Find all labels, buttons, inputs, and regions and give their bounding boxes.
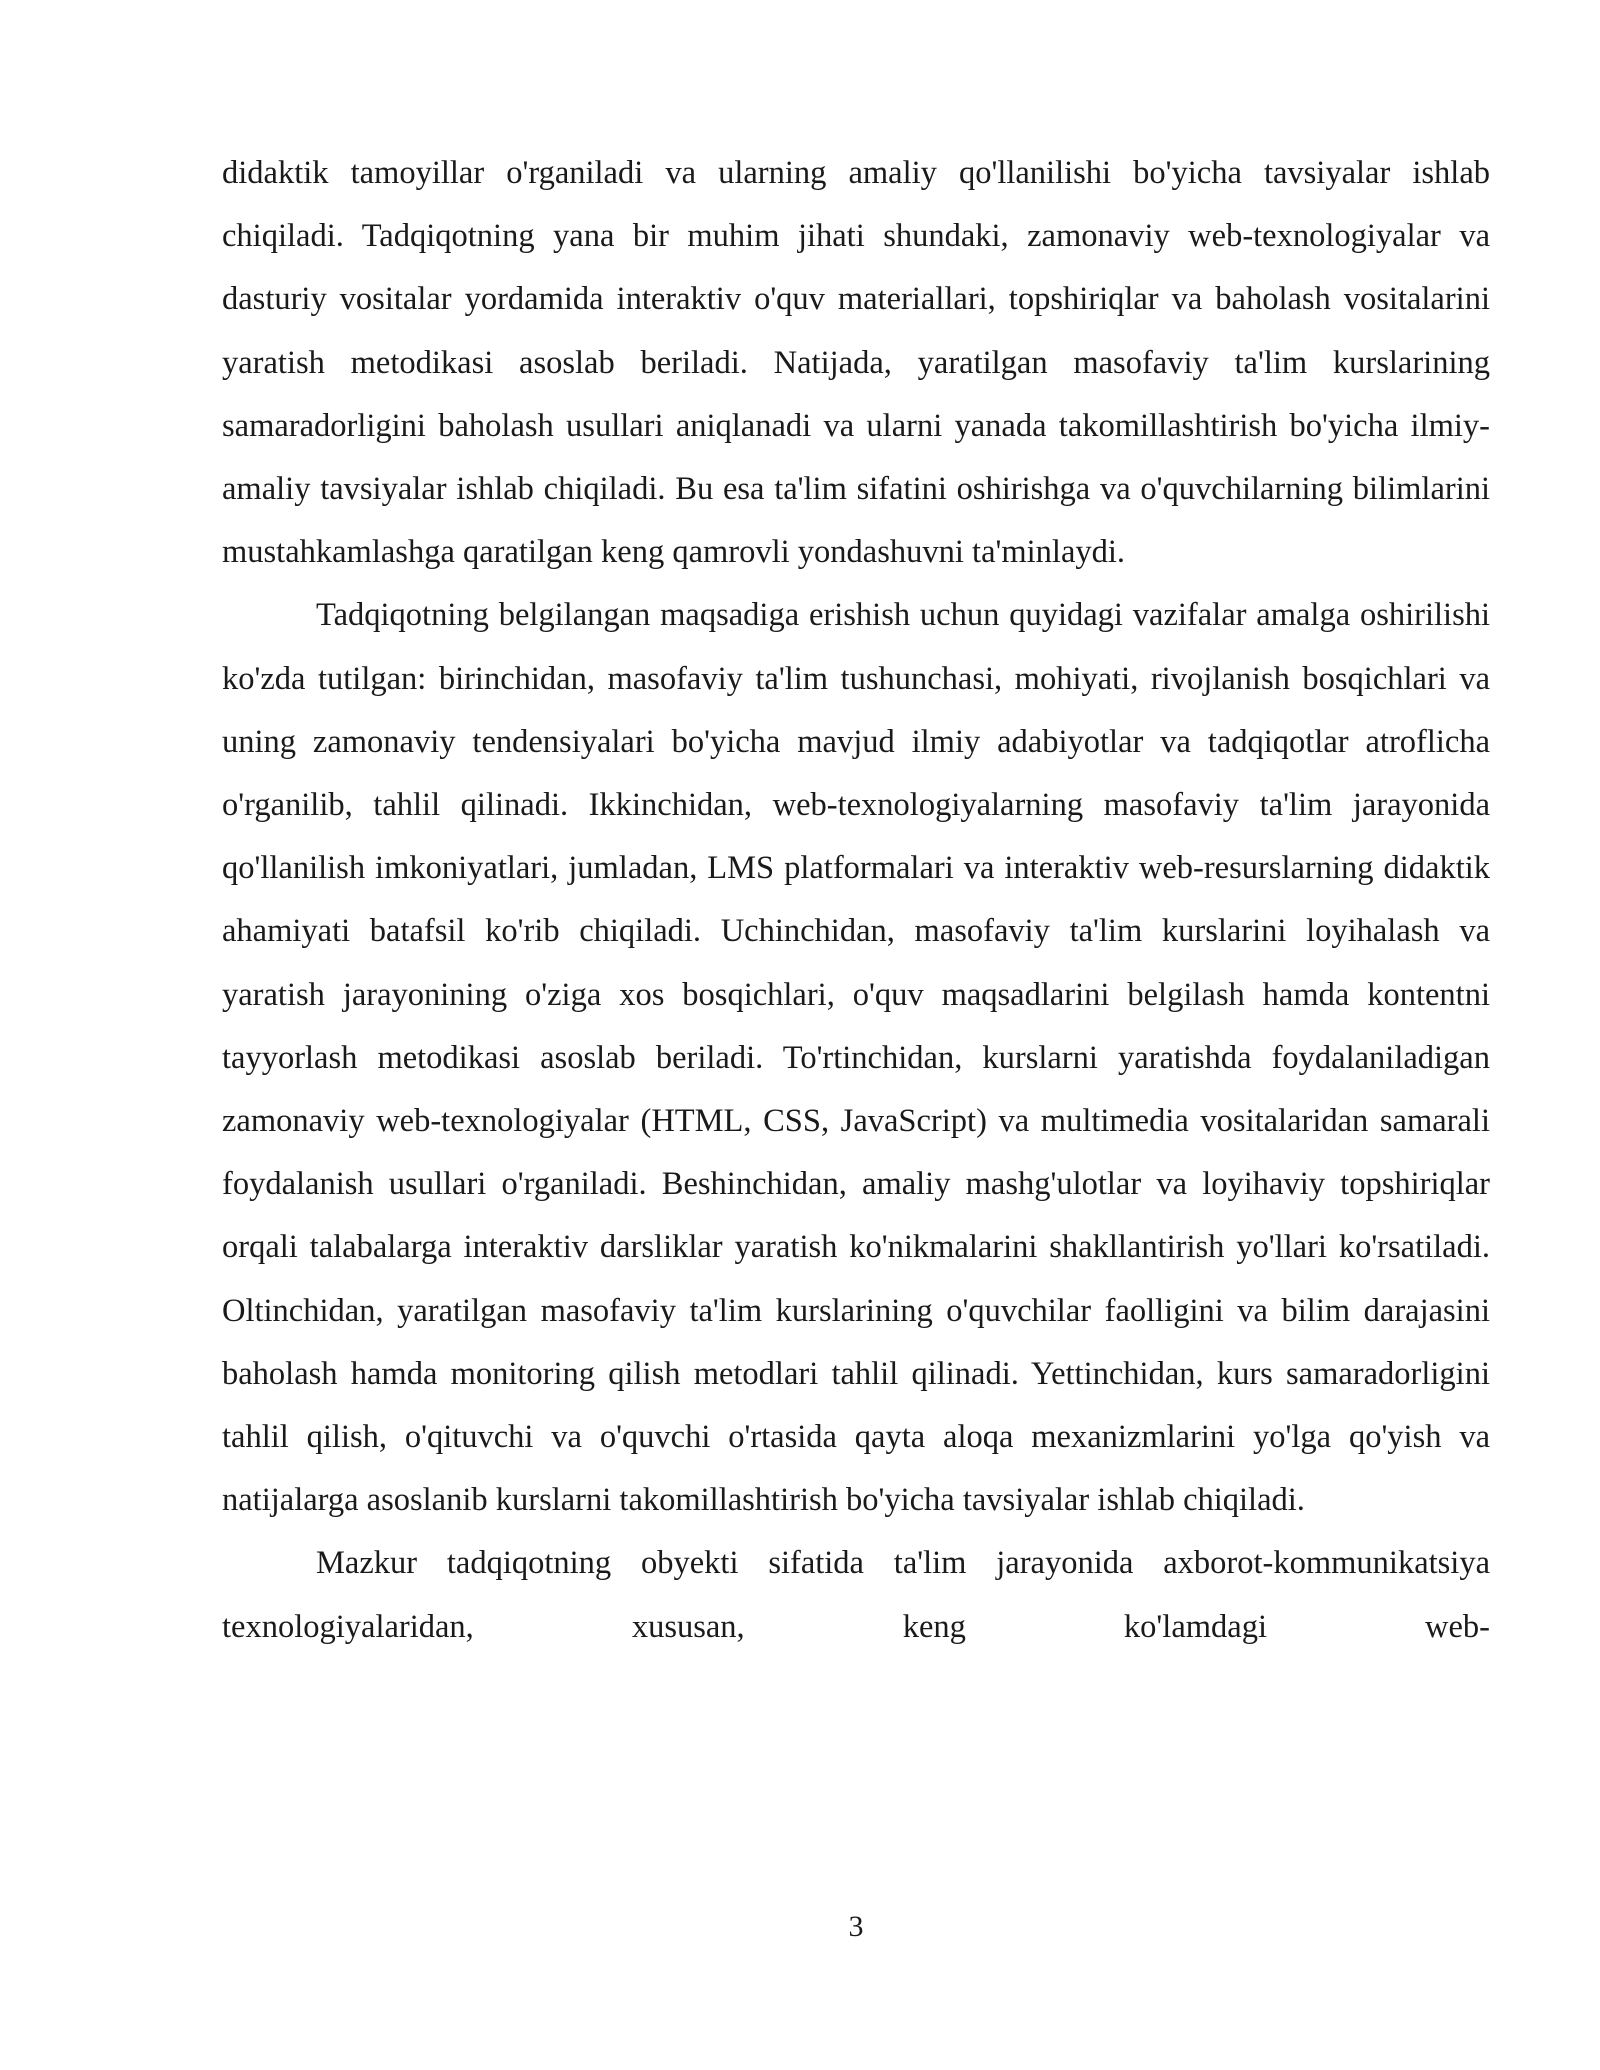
- paragraph-3: Mazkur tadqiqotning obyekti sifatida ta'lim jarayonida axborot-kommunikatsiya texnologiyalaridan, xususan, keng ko'lamdagi web-: [222, 1545, 1490, 1645]
- paragraph-2: Tadqiqotning belgilangan maqsadiga erishish uchun quyidagi vazifalar amalga oshirilishi ko'zda tutilgan: birinchidan, masofaviy ta'lim tushunchasi, mohiyati, rivojlanish bosqichlari va uning zamonaviy tendensiyalari bo'yicha mavjud ilmiy adabiyotlar va tadqiqotlar atroflicha o'rganilib, tahlil qilinadi. Ikkinchidan, web-texnologiyalarning masofaviy ta'lim jarayonida qo'llanilish imkoniyatlari, jumladan, LMS platformalari va interaktiv web-resurslarning didaktik ahamiyati batafsil ko'rib chiqiladi. Uchinchidan, masofaviy ta'lim kurslarini loyihalash va yaratish jarayonining o'ziga xos bosqichlari, o'quv maqsadlarini belgilash hamda kontentni tayyorlash metodikasi asoslab beriladi. To'rtinchidan, kurslarni yaratishda foydalaniladigan zamonaviy web-texnologiyalar (HTML, CSS, JavaScript) va multimedia vositalaridan samarali foydalanish usullari o'rganiladi. Beshinchidan, amaliy mashg'ulotlar va loyihaviy topshiriqlar orqali talabalarga interaktiv darsliklar yaratish ko'nikmalarini shakllantirish yo'llari ko'rsatiladi. Oltinchidan, yaratilgan masofaviy ta'lim kurslarining o'quvchilar faolligini va bilim darajasini baholash hamda monitoring qilish metodlari tahlil qilinadi. Yettinchidan, kurs samaradorligini tahlil qilish, o'qituvchi va o'quvchi o'rtasida qayta aloqa mexanizmlarini yo'lga qo'yish va natijalarga asoslanib kurslarni takomillashtirish bo'yicha tavsiyalar ishlab chiqiladi.: [222, 597, 1490, 1519]
- paragraph-1: didaktik tamoyillar o'rganiladi va ularning amaliy qo'llanilishi bo'yicha tavsiyalar ishlab chiqiladi. Tadqiqotning yana bir muhim jihati shundaki, zamonaviy web-texnologiyalar va dasturiy vositalar yordamida interaktiv o'quv materiallari, topshiriqlar va baholash vositalarini yaratish metodikasi asoslab beriladi. Natijada, yaratilgan masofaviy ta'lim kurslarining samaradorligini baholash usullari aniqlanadi va ularni yanada takomillashtirish bo'yicha ilmiy-amaliy tavsiyalar ishlab chiqiladi. Bu esa ta'lim sifatini oshirishga va o'quvchilarning bilimlarini mustahkamlashga qaratilgan keng qamrovli yondashuvni ta'minlaydi.: [222, 155, 1490, 571]
- page-number: 3: [848, 1910, 864, 1943]
- body-text: [222, 142, 1490, 1659]
